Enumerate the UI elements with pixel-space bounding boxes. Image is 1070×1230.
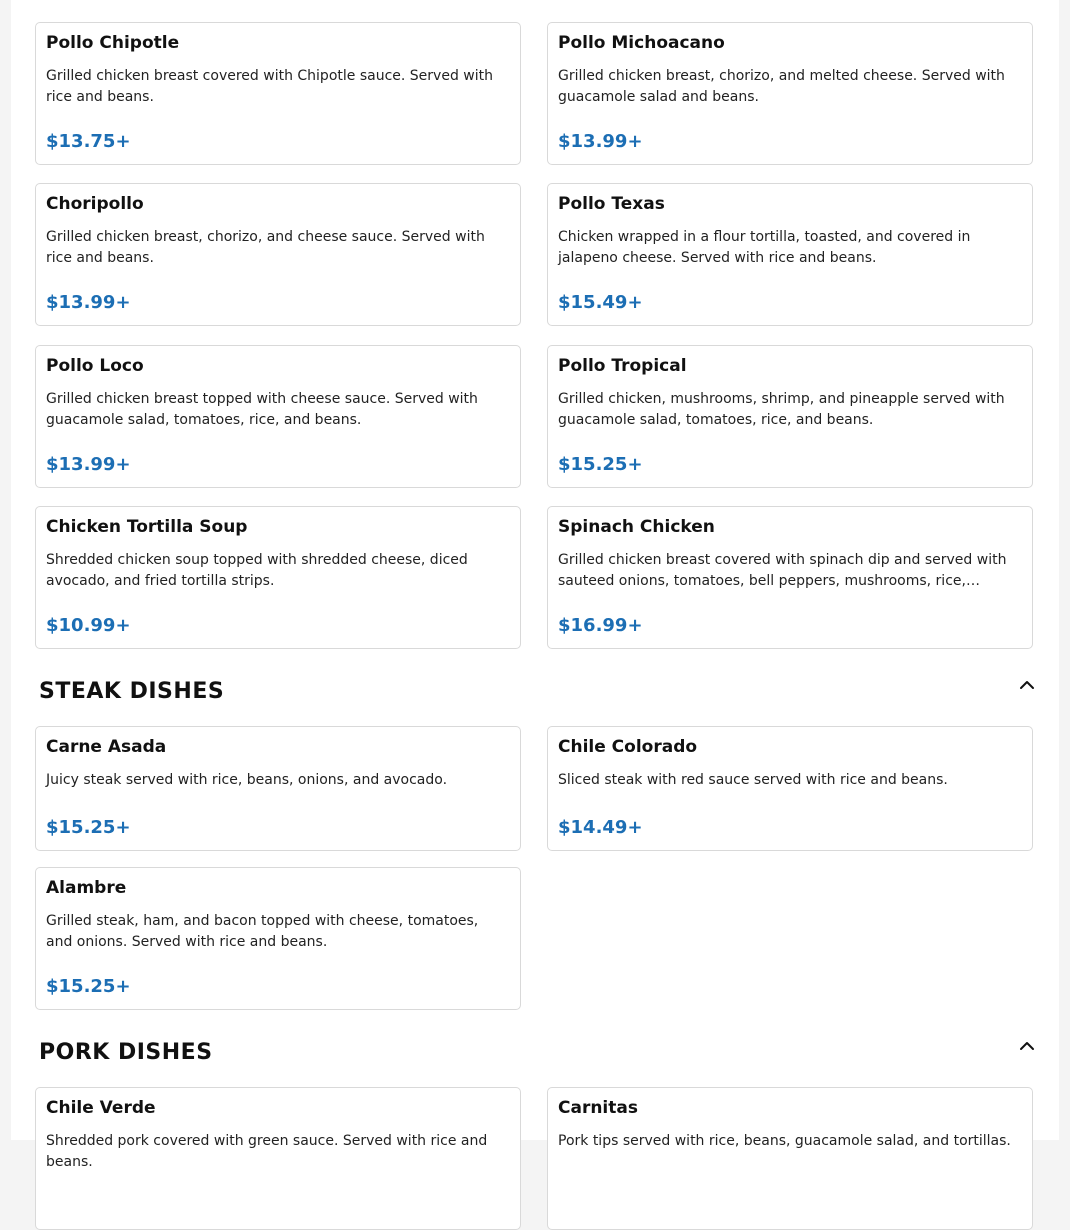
section-header-steak: [39, 676, 1035, 708]
menu-item-name: Chile Colorado: [558, 737, 698, 757]
menu-item-name: Pollo Chipotle: [46, 33, 180, 53]
chevron-up-icon[interactable]: [1019, 1038, 1035, 1054]
menu-item-price: $15.25+: [46, 817, 131, 838]
menu-item-name: Pollo Tropical: [558, 356, 687, 376]
menu-item-name: Carnitas: [558, 1098, 638, 1118]
menu-item-name: Chile Verde: [46, 1098, 156, 1118]
menu-item-description: Grilled chicken breast topped with cheese sauce. Served with guacamole salad, tomatoes, rice, and beans.: [46, 391, 478, 428]
menu-item-description: Grilled chicken breast, chorizo, and melted cheese. Served with guacamole salad and beans.: [558, 68, 1005, 105]
menu-item-price: $10.99+: [46, 615, 131, 636]
menu-item-name: Pollo Loco: [46, 356, 144, 376]
chevron-up-icon[interactable]: [1019, 677, 1035, 693]
menu-item-price: $15.49+: [558, 292, 643, 313]
menu-item-card[interactable]: [35, 506, 521, 649]
menu-item-price: $16.99+: [558, 615, 643, 636]
menu-item-card[interactable]: [547, 506, 1033, 649]
menu-item-description: Grilled chicken, mushrooms, shrimp, and pineapple served with guacamole salad, tomatoes, rice, and beans.: [558, 391, 1005, 428]
menu-item-description: Pork tips served with rice, beans, guacamole salad, and tortillas.: [558, 1133, 1011, 1149]
menu-item-card[interactable]: [547, 726, 1033, 851]
menu-item-price: $13.99+: [46, 292, 131, 313]
menu-item-description: Grilled chicken breast covered with spinach dip and served with sauteed onions, tomatoes, bell peppers, mushrooms, rice,…: [558, 552, 1007, 589]
menu-item-card[interactable]: [35, 345, 521, 488]
menu-item-price: $13.75+: [46, 131, 131, 152]
menu-item-card[interactable]: [547, 345, 1033, 488]
menu-item-description: Juicy steak served with rice, beans, onions, and avocado.: [46, 772, 448, 788]
menu-item-price: $15.25+: [558, 454, 643, 475]
menu-item-name: Chicken Tortilla Soup: [46, 517, 248, 537]
menu-item-card[interactable]: [35, 1087, 521, 1230]
menu-item-name: Pollo Michoacano: [558, 33, 725, 53]
menu-item-description: Chicken wrapped in a flour tortilla, toasted, and covered in jalapeno cheese. Served with rice and beans.: [558, 229, 971, 266]
menu-item-card[interactable]: [547, 22, 1033, 165]
menu-item-price: $13.99+: [46, 454, 131, 475]
menu-item-name: Spinach Chicken: [558, 517, 715, 537]
menu-item-card[interactable]: [35, 726, 521, 851]
menu-item-name: Choripollo: [46, 194, 144, 214]
menu-item-card[interactable]: [35, 22, 521, 165]
menu-item-price: $13.99+: [558, 131, 643, 152]
menu-item-card[interactable]: [547, 183, 1033, 326]
menu-item-description: Grilled chicken breast covered with Chipotle sauce. Served with rice and beans.: [46, 68, 493, 105]
menu-item-description: Grilled chicken breast, chorizo, and cheese sauce. Served with rice and beans.: [46, 229, 485, 266]
menu-item-price: $15.25+: [46, 976, 131, 997]
menu-item-description: Grilled steak, ham, and bacon topped with cheese, tomatoes, and onions. Served with rice and beans.: [46, 913, 479, 950]
menu-page: [11, 0, 1059, 1170]
menu-item-description: Sliced steak with red sauce served with rice and beans.: [558, 772, 948, 788]
menu-item-price: $14.49+: [558, 817, 643, 838]
menu-item-card[interactable]: [35, 183, 521, 326]
menu-item-card[interactable]: [35, 867, 521, 1010]
menu-item-description: Shredded chicken soup topped with shredded cheese, diced avocado, and fried tortilla strips.: [46, 552, 468, 589]
menu-item-name: Alambre: [46, 878, 127, 898]
menu-item-description: Shredded pork covered with green sauce. Served with rice and beans.: [46, 1133, 488, 1170]
menu-item-name: Carne Asada: [46, 737, 167, 757]
menu-item-name: Pollo Texas: [558, 194, 665, 214]
section-title: STEAK DISHES: [39, 679, 225, 704]
section-title: PORK DISHES: [39, 1040, 213, 1065]
menu-item-card[interactable]: [547, 1087, 1033, 1230]
section-header-pork: [39, 1037, 1035, 1069]
